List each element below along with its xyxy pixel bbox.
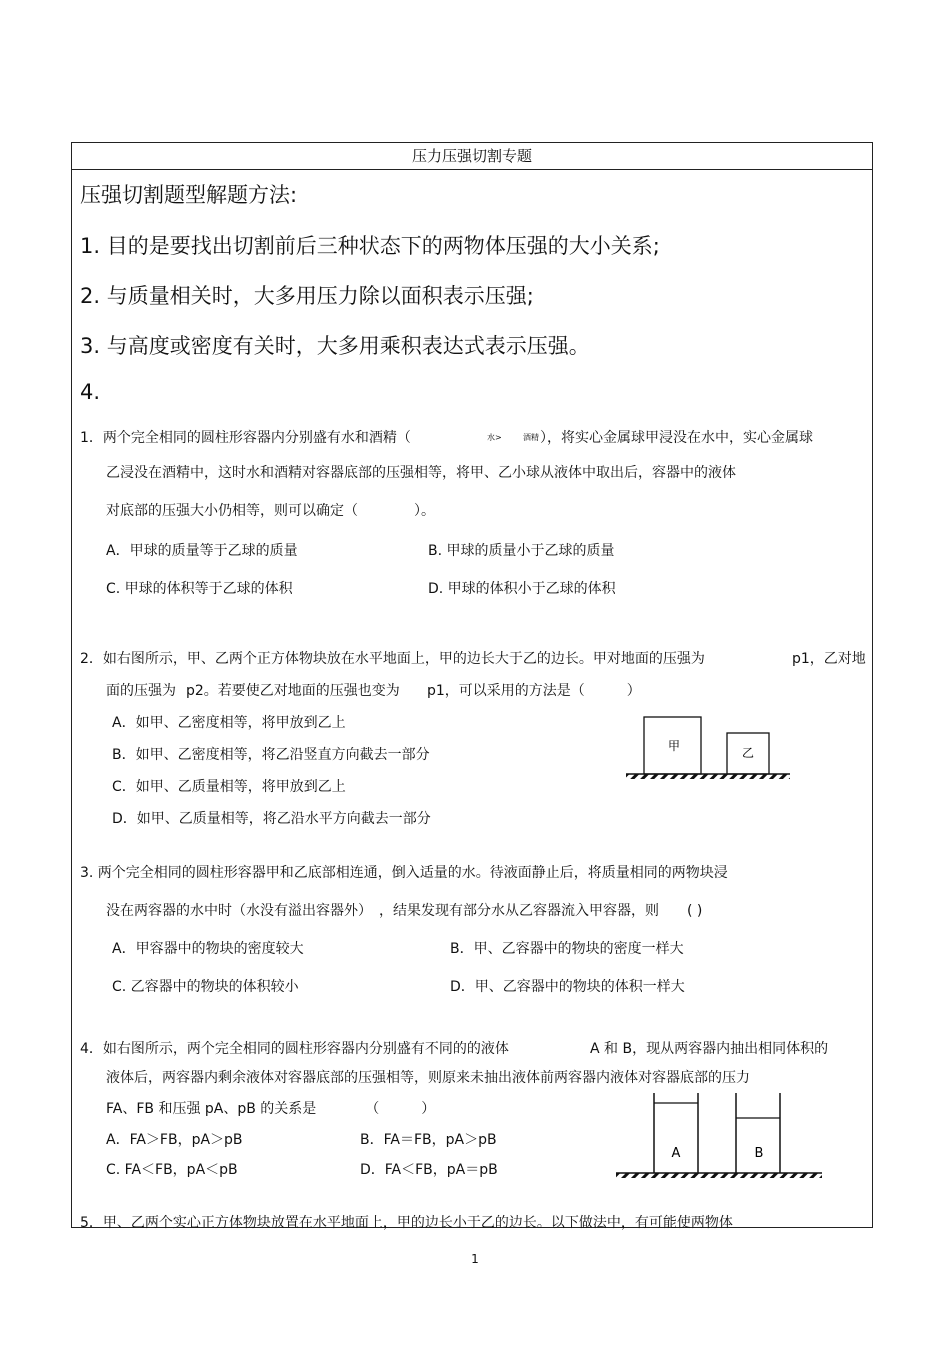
q1-line2: 乙浸没在酒精中，这时水和酒精对容器底部的压强相等，将甲、乙小球从液体中取出后，容器中的液体 <box>106 465 736 481</box>
q1-option-d: D. 甲球的体积小于乙球的体积 <box>428 581 616 597</box>
q3-line2: 没在两容器的水中时（水没有溢出容器外） ，结果发现有部分水从乙容器流入甲容器，则 ( ) <box>106 903 703 919</box>
q2-option-d: D．如甲、乙质量相等，将乙沿水平方向截去一部分 <box>112 811 431 827</box>
label-a: A <box>671 1146 681 1161</box>
q4-option-d: D．FA＜FB，pA＝pB <box>360 1162 498 1178</box>
q3-option-d: D．甲、乙容器中的物块的体积一样大 <box>450 979 685 995</box>
q2-line2-a: 面的压强为 <box>106 683 176 699</box>
page-number: 1 <box>471 1252 479 1266</box>
method-point-1: 1. 目的是要找出切割前后三种状态下的两物体压强的大小关系; <box>80 234 660 258</box>
q1-line1-end: ），将实心金属球甲浸没在水中，实心金属球 <box>540 430 813 446</box>
q1-line3: 对底部的压强大小仍相等，则可以确定（ ）。 <box>106 503 435 519</box>
label-jia: 甲 <box>667 739 681 753</box>
q2-option-b: B．如甲、乙密度相等，将乙沿竖直方向截去一部分 <box>112 747 430 763</box>
q2-line2-c: p1，可以采用的方法是（ ） <box>427 683 641 699</box>
q4-option-a: A．FA＞FB，pA＞pB <box>106 1132 243 1148</box>
q4-option-c: C. FA＜FB，pA＜pB <box>106 1162 238 1178</box>
q2-option-a: A．如甲、乙密度相等，将甲放到乙上 <box>112 715 346 731</box>
method-point-2: 2. 与质量相关时，大多用压力除以面积表示压强; <box>80 284 534 308</box>
q4-line3: FA、FB 和压强 pA、pB 的关系是 （ ） <box>106 1101 436 1117</box>
q4-containers-diagram <box>610 1090 830 1185</box>
label-b: B <box>754 1146 764 1161</box>
q1-rho-water: 水> <box>487 433 502 442</box>
ground-hatch <box>616 1173 822 1178</box>
label-yi: 乙 <box>741 746 755 760</box>
q1-option-a: A．甲球的质量等于乙球的质量 <box>106 543 298 559</box>
page-title: 压力压强切割专题 <box>72 143 872 170</box>
q3-option-a: A．甲容器中的物块的密度较大 <box>112 941 304 957</box>
q1-rho-alcohol: 酒精 <box>523 433 539 442</box>
q4-option-b: B．FA＝FB，pA＞pB <box>360 1132 497 1148</box>
q2-option-c: C．如甲、乙质量相等，将甲放到乙上 <box>112 779 346 795</box>
q1-option-b: B. 甲球的质量小于乙球的质量 <box>428 543 615 559</box>
q2-blocks-diagram <box>620 710 800 785</box>
ground-hatch <box>626 774 790 779</box>
q4-line1-start: 4．如右图所示，两个完全相同的圆柱形容器内分别盛有不同的的液体 <box>80 1041 509 1057</box>
q2-line2-b: p2。若要使乙对地面的压强也变为 <box>186 683 400 699</box>
q5-line1: 5．甲、乙两个实心正方体物块放置在水平地面上，甲的边长小于乙的边长。以下做法中，有可能使两物体 <box>80 1215 733 1231</box>
q1-line1-start: 1．两个完全相同的圆柱形容器内分别盛有水和酒精（ <box>80 430 411 446</box>
q3-option-b: B．甲、乙容器中的物块的密度一样大 <box>450 941 684 957</box>
q3-option-c: C. 乙容器中的物块的体积较小 <box>112 979 299 995</box>
method-point-3: 3. 与高度或密度有关时，大多用乘积表达式表示压强。 <box>80 334 590 358</box>
q3-line1: 3. 两个完全相同的圆柱形容器甲和乙底部相连通，倒入适量的水。待液面静止后，将质量相同的两物块浸 <box>80 865 728 881</box>
q4-line1-end: A 和 B，现从两容器内抽出相同体积的 <box>590 1041 829 1057</box>
q2-line1-end: p1，乙对地 <box>792 651 866 667</box>
q2-line1-start: 2．如右图所示，甲、乙两个正方体物块放在水平地面上，甲的边长大于乙的边长。甲对地面的压强为 <box>80 651 705 667</box>
method-heading: 压强切割题型解题方法: <box>80 183 298 207</box>
method-point-4: 4. <box>80 380 101 404</box>
q1-option-c: C. 甲球的体积等于乙球的体积 <box>106 581 293 597</box>
q4-line2: 液体后，两容器内剩余液体对容器底部的压强相等，则原来未抽出液体前两容器内液体对容器底部的压力 <box>106 1070 750 1086</box>
